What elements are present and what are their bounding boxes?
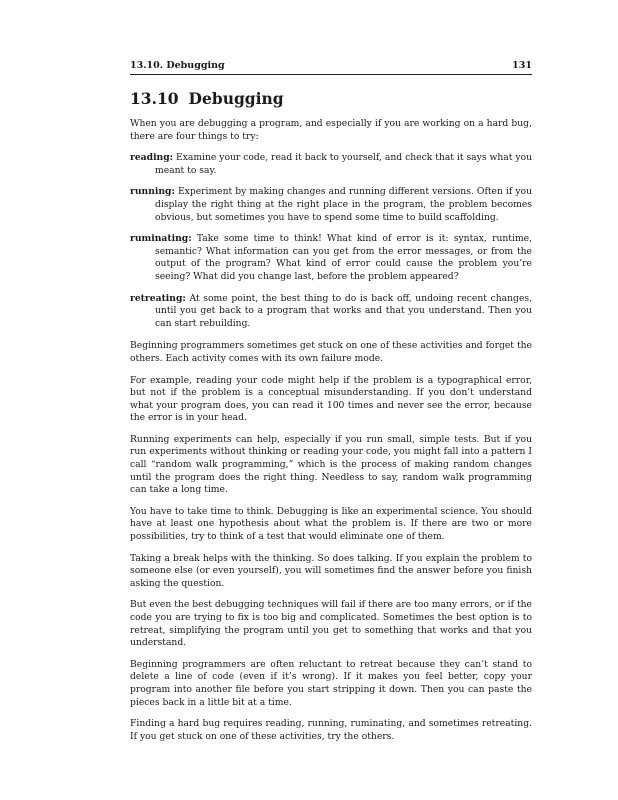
section-heading xyxy=(130,89,532,108)
body-paragraph: You have to take time to think. Debugging is like an experimental science. You should have at least one hypothesis about what the problem is. If there are two or more possibilities, try to think of a test that would eliminate one of them. xyxy=(130,505,532,543)
body-paragraph: But even the best debugging techniques will fail if there are too many errors, or if the code you are trying to fix is too big and complicated. Sometimes the best option is to retreat, simplifying the program until you get to something that works and that you understand. xyxy=(130,599,532,649)
list-item-retreating xyxy=(130,293,532,331)
list-item-reading xyxy=(130,152,532,177)
list-item-running xyxy=(130,186,532,224)
item-text: Experiment by making changes and running different versions. Often if you display the right thing at the right place in the program, the problem becomes obvious, but sometimes you have to spend some time to build scaffolding. xyxy=(155,186,532,223)
document-page xyxy=(130,60,532,752)
body-paragraph: Beginning programmers sometimes get stuck on one of these activities and forget the others. Each activity comes with its own failure mode. xyxy=(130,340,532,364)
body-paragraph: Beginning programmers are often reluctant to retreat because they can’t stand to delete a line of code (even if it’s wrong). If it makes you feel better, copy your program into another file before you start stripping it down. Then you can paste the pieces back in a little bit at a time. xyxy=(130,658,532,708)
body-paragraph: For example, reading your code might help if the problem is a typographical error, but not if the problem is a conceptual misunderstanding. If you don’t understand what your program does, you can read it 100 times and never see the error, because the error is in your head. xyxy=(130,374,532,424)
section-title: Debugging xyxy=(188,89,284,108)
item-term: running: xyxy=(130,186,175,198)
body-paragraph: Finding a hard bug requires reading, running, ruminating, and sometimes retreating. If you get stuck on one of these activities, try the others. xyxy=(130,718,532,742)
item-text: At some point, the best thing to do is back off, undoing recent changes, until you get back to a program that works and that you understand. Then you can start rebuilding. xyxy=(155,292,533,329)
strategy-list xyxy=(130,152,532,330)
page-number: 131 xyxy=(512,60,532,71)
list-item-ruminating xyxy=(130,233,532,283)
intro-paragraph: When you are debugging a program, and especially if you are working on a hard bug, there are four things to try: xyxy=(130,118,532,142)
body-paragraph: Taking a break helps with the thinking. So does talking. If you explain the problem to someone else (or even yourself), you will sometimes find the answer before you finish asking the question. xyxy=(130,552,532,589)
item-term: retreating: xyxy=(130,292,186,304)
header-section-ref: 13.10. Debugging xyxy=(130,60,225,71)
running-header xyxy=(130,60,532,75)
body-paragraph: Running experiments can help, especially if you run small, simple tests. But if you run experiments without thinking or reading your code, you might fall into a pattern I call “random walk programming,” which is the process of making random changes until the program does the right thing. Needless to say, random walk programming can take a long time. xyxy=(130,433,532,496)
item-text: Take some time to think! What kind of error is it: syntax, runtime, semantic? What information can you get from the error messages, or from the output of the program? What kind of error could cause the problem you’re seeing? What did you change last, before the problem appeared? xyxy=(155,233,533,282)
item-term: ruminating: xyxy=(130,233,192,245)
section-number: 13.10 xyxy=(130,89,179,108)
item-text: Examine your code, read it back to yourself, and check that it says what you meant to say. xyxy=(155,152,532,176)
item-term: reading: xyxy=(130,152,174,164)
